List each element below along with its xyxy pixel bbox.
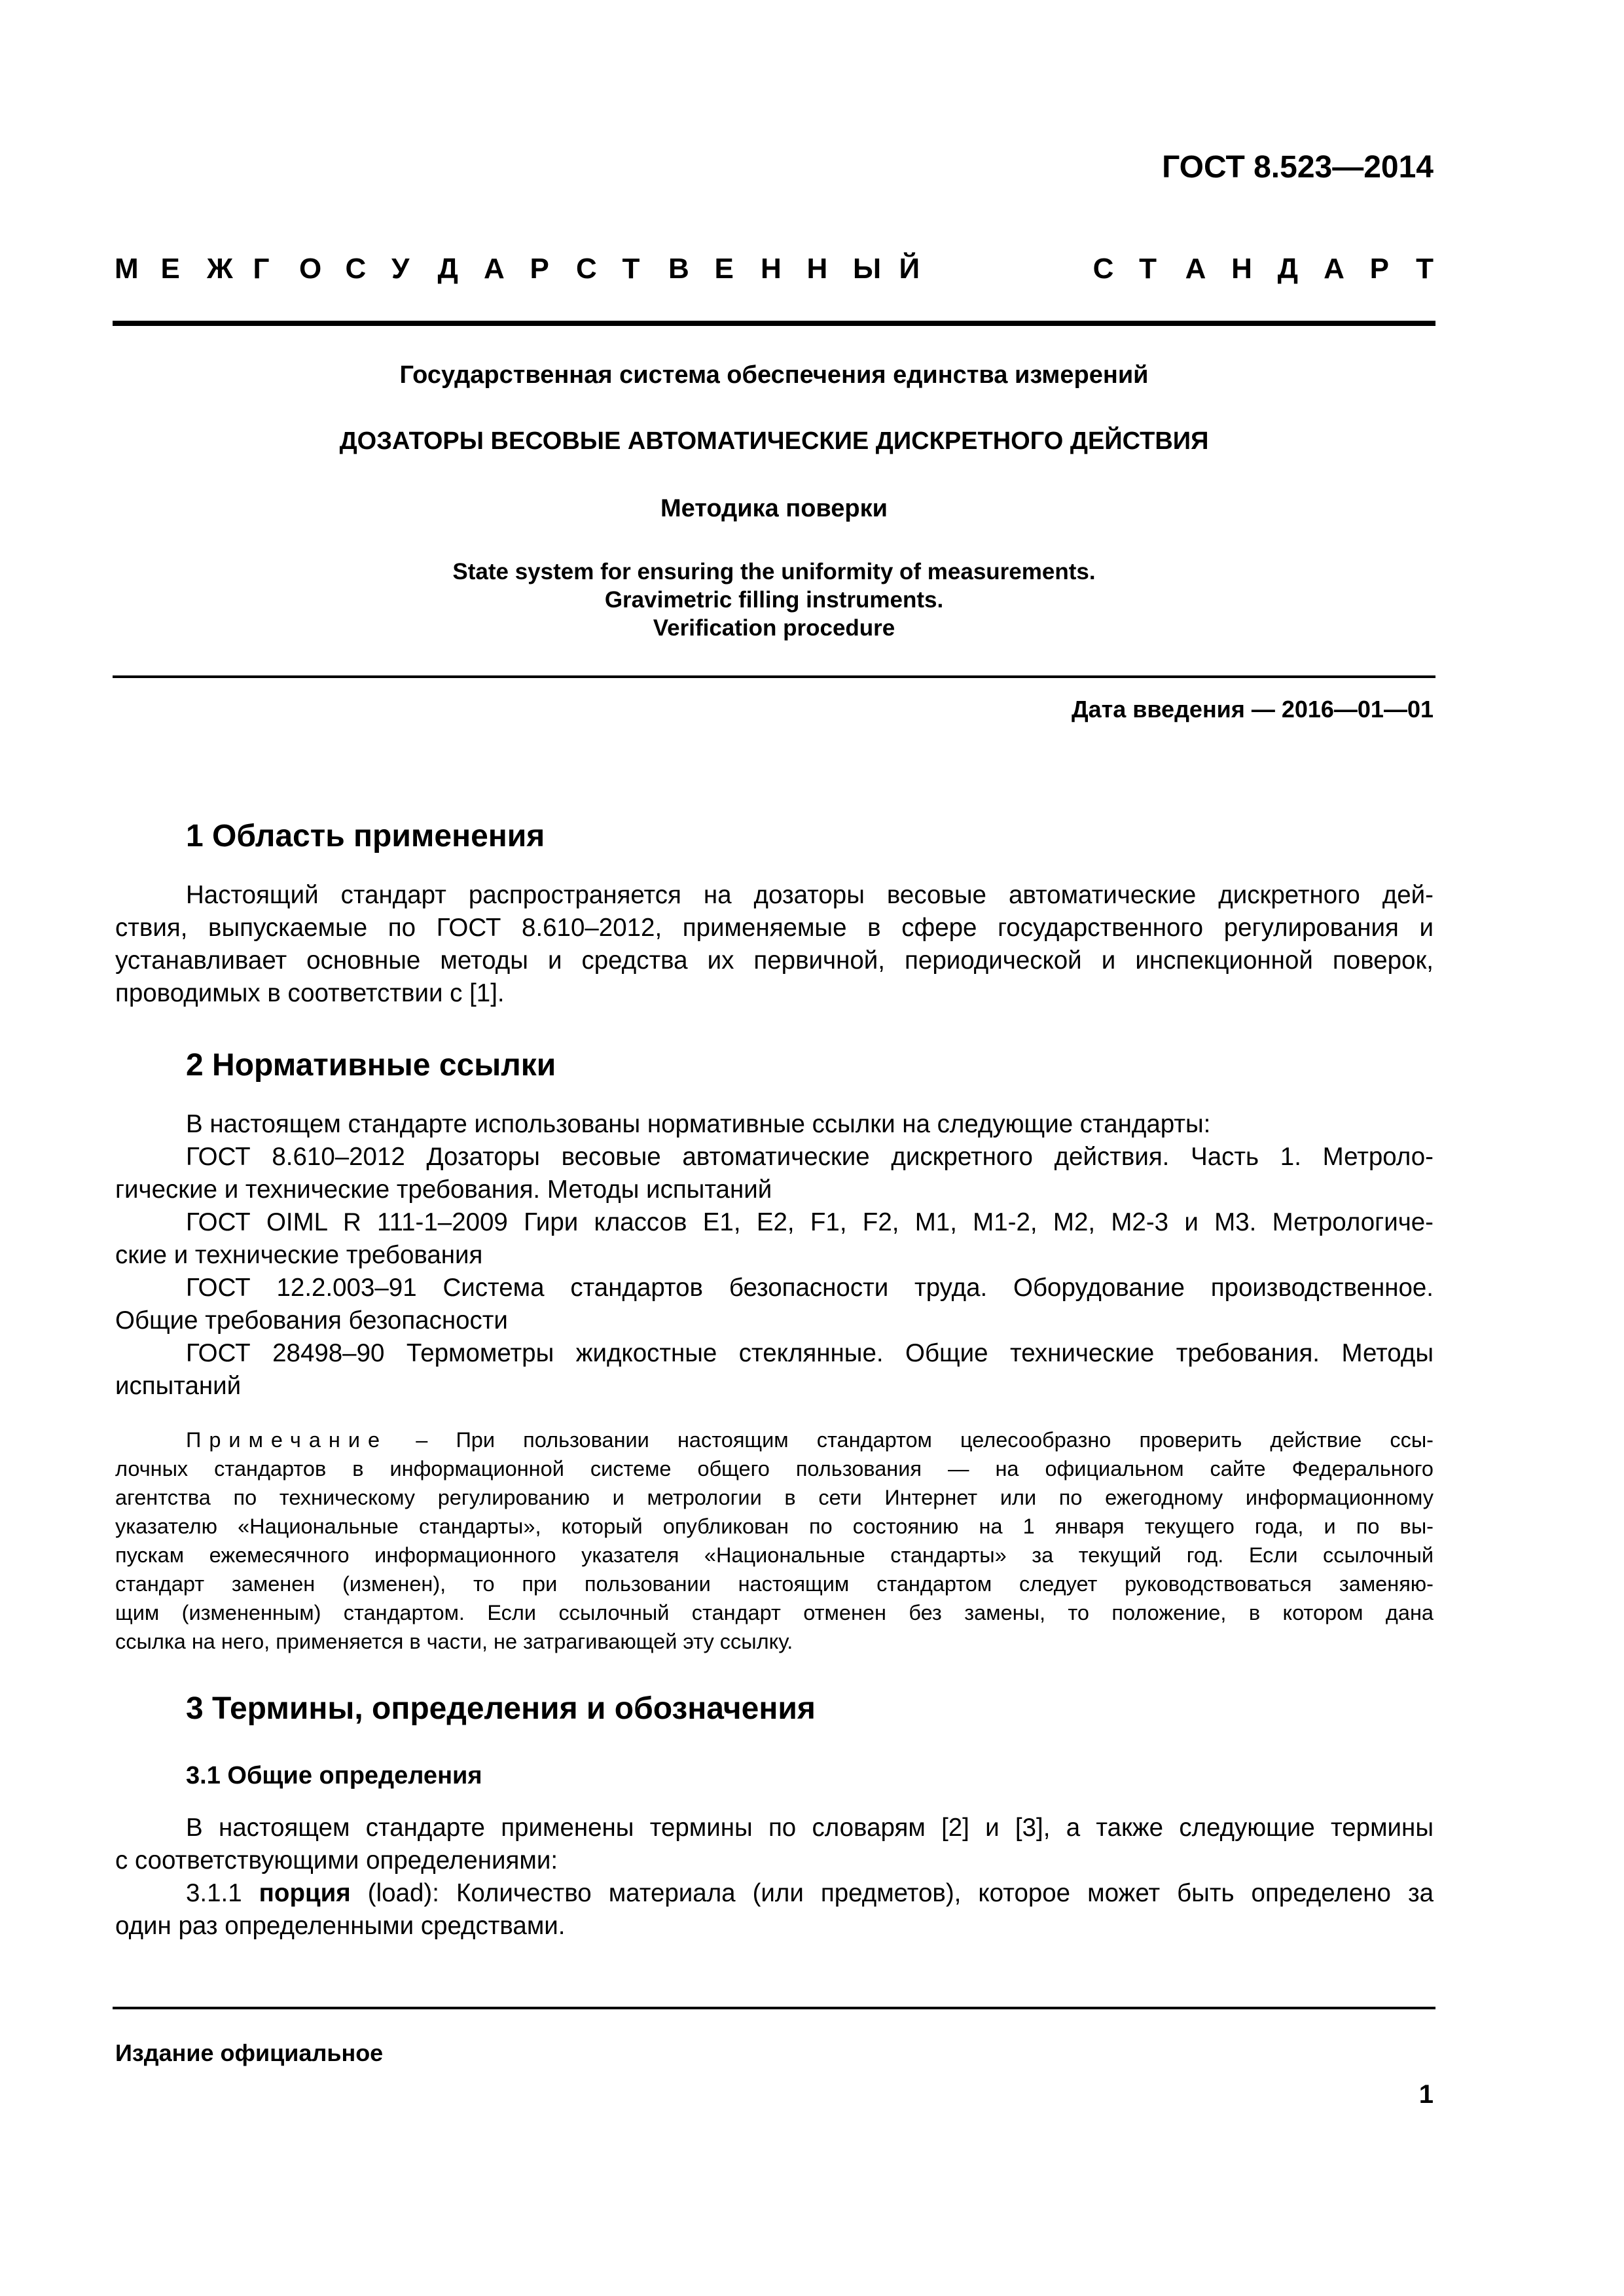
note-line: ссылка на него, применяется в части, не затрагивающей эту ссылку. [115,1630,793,1653]
header-rule [113,321,1435,326]
document-number: ГОСТ 8.523—2014 [1162,150,1434,185]
section-1-text [115,879,1434,1010]
note-line: пускам ежемесячного информационного указателя «Национальные стандарты» за текущий год. Если ссылочный [115,1543,1434,1567]
reference-line: испытаний [115,1372,242,1400]
english-title-line-3: Verification procedure [653,615,895,641]
note-first-line [115,1426,1434,1454]
banner-letter: С [345,253,367,285]
banner-letter: В [668,253,689,285]
banner-letter: Е [714,253,734,285]
page-number: 1 [1418,2080,1434,2109]
text-line: В настоящем стандарте использованы нормативные ссылки на следующие стандарты: [186,1110,1211,1138]
banner-letter: А [1324,253,1344,285]
banner-letter: С [1092,253,1114,285]
banner-letter: Д [1277,253,1298,285]
reference-line: ГОСТ OIML R 111-1–2009 Гири классов E1, E2, F1, F2, M1, M1-2, M2, M2-3 и M3. Метрологиче- [186,1208,1434,1236]
text-line: проводимых в соответствии с [1]. [115,979,505,1007]
footer-rule [113,2007,1435,2009]
reference-line: Общие требования безопасности [115,1306,508,1335]
banner-letter: Г [253,253,270,285]
banner-letter: Ы [853,253,882,285]
banner-letter: Т [1416,253,1434,285]
term-number: 3.1.1 [186,1879,242,1907]
note-line: агентства по техническому регулированию и метрологии в сети Интернет или по ежегодному информационному [115,1486,1434,1509]
english-title-line-2: Gravimetric filling instruments. [604,587,944,613]
banner-letter: О [299,253,322,285]
text-line: Настоящий стандарт распространяется на дозаторы весовые автоматические дискретного дей- [186,881,1434,909]
section-2-text [115,1108,1434,1403]
banner-letter: Т [622,253,640,285]
banner-letter: У [391,253,410,285]
banner-letter: Т [1139,253,1157,285]
banner-letter: М [115,253,139,285]
section-3-text [115,1812,1434,1943]
text-line: с соответствующими определениями: [115,1846,558,1874]
section-3-heading: 3 Термины, определения и обозначения [186,1691,816,1726]
banner-word-standard [1093,253,1434,285]
banner-letter: Д [437,253,458,285]
text-line: устанавливает основные методы и средства их первичной, периодической и инспекционной поверок, [115,946,1434,975]
sub-title: Методика поверки [660,495,888,522]
text-line: один раз определенными средствами. [115,1912,566,1940]
banner-letter: Н [1231,253,1252,285]
reference-line: ские и технические требования [115,1241,483,1269]
reference-line: гические и технические требования. Методы испытаний [115,1175,772,1204]
system-title: Государственная система обеспечения единства измерений [399,361,1149,389]
title-rule [113,675,1435,678]
reference-line: ГОСТ 8.610–2012 Дозаторы весовые автоматические дискретного действия. Часть 1. Метроло- [186,1143,1434,1171]
reference-line: ГОСТ 28498–90 Термометры жидкостные стеклянные. Общие технические требования. Методы [186,1339,1434,1367]
section-3-1-heading: 3.1 Общие определения [186,1762,482,1789]
banner-letter: А [484,253,505,285]
english-title [113,558,1435,642]
section-1-heading: 1 Область применения [186,819,545,853]
banner-word-interstate [115,253,945,285]
note-block [115,1426,1434,1656]
note-line: указателю «Национальные стандарты», который опубликован по состоянию на 1 января текущего года, и по вы- [115,1515,1434,1538]
term-name: порция [259,1879,351,1907]
text-line: В настоящем стандарте применены термины по словарям [2] и [3], а также следующие термины [186,1814,1434,1842]
introduction-date: Дата введения — 2016—01—01 [1071,696,1434,723]
note-first-text: – При пользовании настоящим стандартом целесообразно проверить действие ссы- [416,1428,1434,1452]
banner-letter: Н [761,253,782,285]
note-line: лочных стандартов в информационной системе общего пользования — на официальном сайте Федерального [115,1457,1434,1480]
reference-line: ГОСТ 12.2.003–91 Система стандартов безопасности труда. Оборудование производственное. [186,1274,1434,1302]
standard-type-banner [115,253,1434,285]
note-line: щим (измененным) стандартом. Если ссылочный стандарт отменен без замены, то положение, в котором дана [115,1601,1434,1624]
note-line: стандарт заменен (изменен), то при пользовании настоящим стандартом следует руководствоваться заменяю- [115,1572,1434,1596]
text-line: ствия, выпускаемые по ГОСТ 8.610–2012, применяемые в сфере государственного регулирования и [115,914,1434,942]
note-label: Примечание [186,1428,388,1452]
banner-letter: С [576,253,597,285]
banner-letter: Н [806,253,828,285]
main-title: ДОЗАТОРЫ ВЕСОВЫЕ АВТОМАТИЧЕСКИЕ ДИСКРЕТНОГО ДЕЙСТВИЯ [339,427,1209,455]
banner-letter: Р [530,253,549,285]
banner-letter: А [1185,253,1206,285]
banner-letter: Й [899,253,920,285]
banner-letter: Р [1369,253,1389,285]
section-2-heading: 2 Нормативные ссылки [186,1048,556,1083]
banner-letter: Ж [207,253,233,285]
banner-letter: Е [160,253,180,285]
term-definition: (load): Количество материала (или предметов), которое может быть определено за [367,1879,1434,1907]
term-definition-line [115,1877,1434,1910]
official-edition-label: Издание официальное [115,2039,384,2066]
english-title-line-1: State system for ensuring the uniformity of measurements. [452,559,1096,584]
